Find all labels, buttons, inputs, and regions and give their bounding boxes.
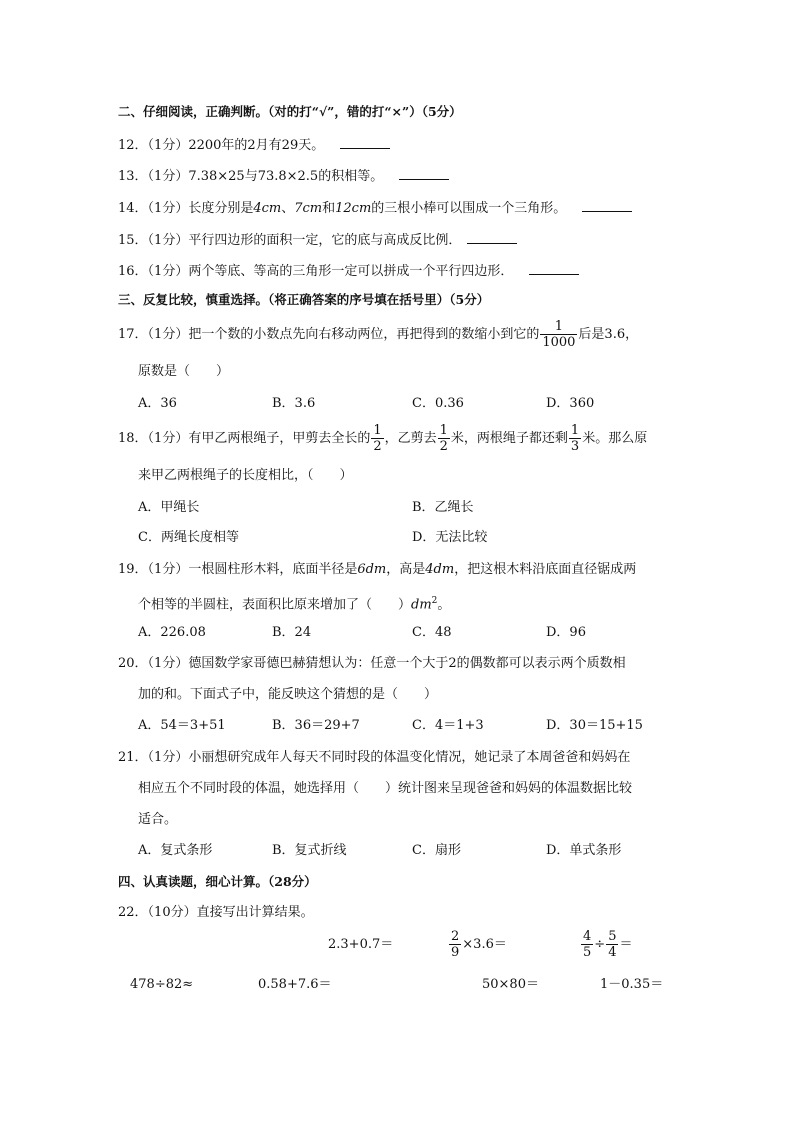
fraction-1-1000 <box>540 319 577 350</box>
calc-2-9-times-3.6 <box>448 929 507 961</box>
option-20-a[interactable]: A．54＝3+51 <box>138 718 226 733</box>
calc-1-minus-0.35: 1－0.35＝ <box>600 977 664 992</box>
answer-blank-16[interactable] <box>529 262 579 275</box>
option-18-a[interactable]: A．甲绳长 <box>138 500 200 515</box>
height-value: 4dm <box>425 562 455 577</box>
unit-exponent: 2 <box>431 596 438 606</box>
option-21-c[interactable]: C．扇形 <box>412 843 461 858</box>
denominator: 1000 <box>542 335 576 350</box>
question-14-text-a: 14．（1分）长度分别是 <box>118 201 254 216</box>
answer-blank-12[interactable] <box>340 136 390 149</box>
calc-50-times-80: 50×80＝ <box>482 977 539 992</box>
question-19-text-b: ，高是 <box>386 562 426 577</box>
question-19-text-c: ，把这根木料沿底面直径锯成两 <box>454 562 637 577</box>
option-19-d[interactable]: D．96 <box>546 625 586 640</box>
option-19-b[interactable]: B．24 <box>272 625 312 640</box>
numerator: 1 <box>439 423 448 438</box>
question-15-text: 15．（1分）平行四边形的面积一定，它的底与高成反比例． <box>118 233 462 248</box>
answer-blank-14[interactable] <box>582 199 632 212</box>
question-19-line2-text: 个相等的半圆柱，表面积比原来增加了（ ） <box>138 597 412 613</box>
numerator: 1 <box>373 423 382 438</box>
option-20-d[interactable]: D．30＝15+15 <box>546 718 643 733</box>
option-21-d[interactable]: D．单式条形 <box>546 843 622 858</box>
question-18-text-a: 18．（1分）有甲乙两根绳子，甲剪去全长的 <box>118 431 371 446</box>
question-17-line2: 原数是（ ） <box>138 364 230 379</box>
question-18-text-c: 米，两根绳子都还剩 <box>450 431 568 446</box>
question-18-line2: 来甲乙两根绳子的长度相比，（ ） <box>138 468 353 483</box>
length-7cm: 7cm <box>294 201 323 216</box>
question-18 <box>118 422 647 456</box>
denominator: 3 <box>570 439 580 454</box>
calc-2.3-plus-0.7: 2.3+0.7＝ <box>328 937 394 952</box>
question-20-line1: 20．（1分）德国数学家哥德巴赫猜想认为：任意一个大于2的偶数都可以表示两个质数相 <box>118 656 626 671</box>
option-18-d[interactable]: D．无法比较 <box>412 530 488 545</box>
question-19-text-a: 19．（1分）一根圆柱形木料，底面半径是 <box>118 562 358 577</box>
option-19-a[interactable]: A．226.08 <box>138 625 206 640</box>
question-22: 22．（10分）直接写出计算结果。 <box>118 905 314 920</box>
fraction-5-4 <box>606 929 618 960</box>
question-21-line3: 适合。 <box>138 812 178 827</box>
denominator: 4 <box>608 945 617 960</box>
calc-0.58-plus-7.6: 0.58+7.6＝ <box>258 977 332 992</box>
question-20-line2: 加的和。下面式子中，能反映这个猜想的是（ ） <box>138 687 438 702</box>
option-18-c[interactable]: C．两绳长度相等 <box>138 530 239 545</box>
numerator: 4 <box>583 929 592 944</box>
option-21-b[interactable]: B．复式折线 <box>272 843 347 858</box>
option-18-b[interactable]: B．乙绳长 <box>412 500 474 515</box>
denominator: 9 <box>451 945 460 960</box>
question-21-line2: 相应五个不同时段的体温，她选择用（ ）统计图来呈现爸爸和妈妈的体温数据比较 <box>138 781 633 796</box>
question-12 <box>118 136 390 154</box>
period: 。 <box>437 597 451 613</box>
calc-478-div-82: 478÷82≈ <box>130 977 194 992</box>
calc-4-5-div-5-4 <box>580 929 632 961</box>
question-21-line1: 21．（1分）小丽想研究成年人每天不同时段的体温变化情况，她记录了本周爸爸和妈妈在 <box>118 750 631 765</box>
question-15 <box>118 231 517 249</box>
section-3-heading: 三、反复比较，慎重选择。（将正确答案的序号填在括号里）（5分） <box>118 292 490 307</box>
option-19-c[interactable]: C．48 <box>412 625 452 640</box>
question-14-text-b: 的三根小棒可以围成一个三角形。 <box>371 201 567 216</box>
separator: 、 <box>281 201 295 216</box>
option-20-c[interactable]: C．4＝1+3 <box>412 718 484 733</box>
question-13-text: 13．（1分）7.38×25与73.8×2.5的积相等。 <box>118 169 384 184</box>
option-17-b[interactable]: B．3.6 <box>272 396 316 411</box>
question-18-text-d: 米。那么原 <box>582 431 648 446</box>
question-19 <box>118 562 636 578</box>
option-21-a[interactable]: A．复式条形 <box>138 843 213 858</box>
numerator: 1 <box>570 423 580 438</box>
radius-value: 6dm <box>357 562 387 577</box>
fraction-2-9 <box>449 929 461 960</box>
question-19-line2 <box>138 593 450 613</box>
section-4-heading: 四、认真读题，细心计算。（28分） <box>118 874 317 889</box>
divide-sign: ÷ <box>594 937 606 952</box>
numerator: 1 <box>540 319 577 335</box>
question-16-text: 16．（1分）两个等底、等高的三角形一定可以拼成一个平行四边形． <box>118 264 514 279</box>
question-13 <box>118 167 449 185</box>
numerator: 5 <box>608 929 617 944</box>
option-20-b[interactable]: B．36＝29+7 <box>272 718 360 733</box>
answer-blank-13[interactable] <box>399 167 449 180</box>
question-12-text: 12．（1分）2200年的2月有29天。 <box>118 138 325 153</box>
question-16 <box>118 262 579 280</box>
separator: 和 <box>322 201 336 216</box>
question-14 <box>118 199 632 217</box>
length-4cm: 4cm <box>253 201 282 216</box>
fraction-1-3 <box>569 423 581 454</box>
denominator: 2 <box>439 439 448 454</box>
question-17-text-a: 17．（1分）把一个数的小数点先向右移动两位，再把得到的数缩小到它的 <box>118 327 540 342</box>
question-18-text-b: ，乙剪去 <box>384 431 437 446</box>
section-2-heading: 二、仔细阅读，正确判断。（对的打“√”，错的打“×”）（5分） <box>118 104 462 119</box>
fraction-1-2 <box>371 423 383 454</box>
answer-blank-15[interactable] <box>467 231 517 244</box>
question-17-text-b: 后是3.6， <box>578 327 639 342</box>
fraction-4-5 <box>581 929 593 960</box>
question-17 <box>118 318 638 352</box>
calc-expression-tail: ×3.6＝ <box>462 937 507 952</box>
length-12cm: 12cm <box>335 201 372 216</box>
unit-dm: dm <box>411 597 432 613</box>
fraction-1-2 <box>438 423 450 454</box>
option-17-d[interactable]: D．360 <box>546 396 595 411</box>
numerator: 2 <box>451 929 460 944</box>
denominator: 5 <box>583 945 592 960</box>
option-17-a[interactable]: A．36 <box>138 396 177 411</box>
denominator: 2 <box>373 439 382 454</box>
option-17-c[interactable]: C．0.36 <box>412 396 464 411</box>
equals-sign: ＝ <box>619 937 633 952</box>
